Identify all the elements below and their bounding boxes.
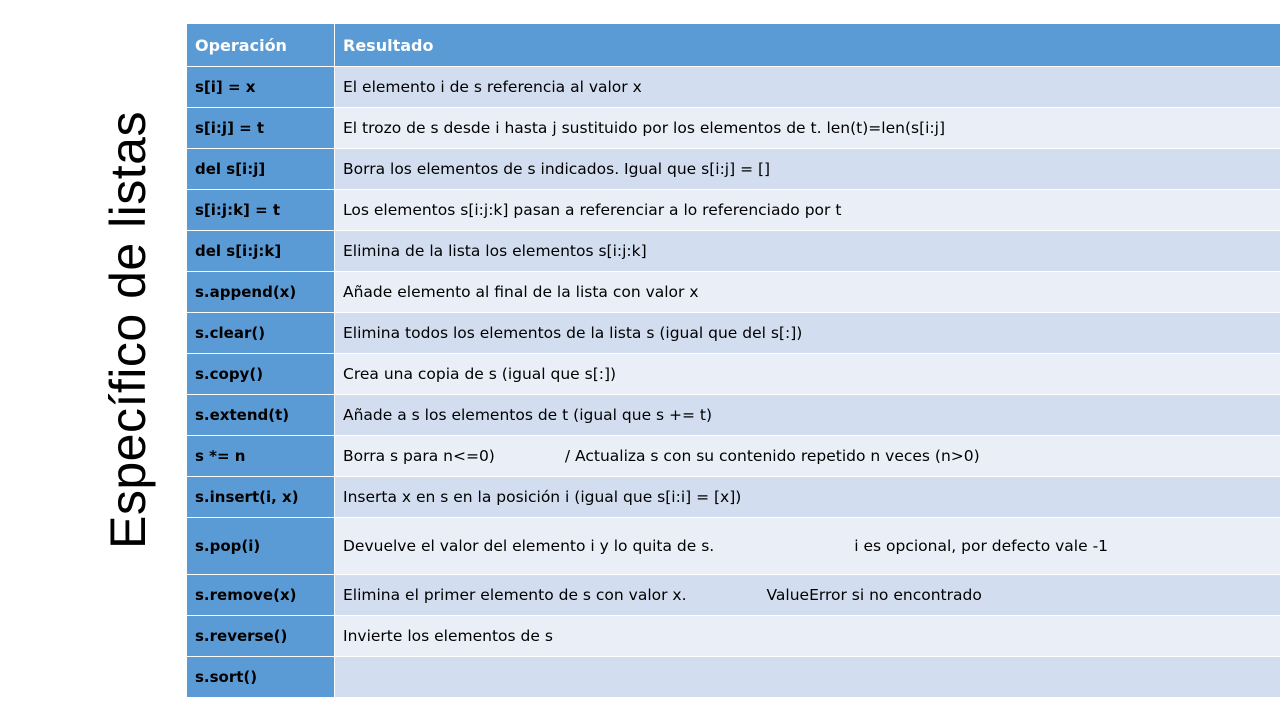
row-operation: s.copy(): [187, 354, 335, 395]
table-row: [187, 231, 1280, 272]
row-description: Invierte los elementos de s: [335, 616, 1280, 657]
header-operation: Operación: [187, 24, 335, 67]
row-operation: s[i] = x: [187, 67, 335, 108]
row-operation: s.clear(): [187, 313, 335, 354]
row-description: Inserta x en s en la posición i (igual que s[i:i] = [x]): [335, 477, 1280, 518]
table-row: [187, 395, 1280, 436]
row-operation: s.extend(t): [187, 395, 335, 436]
table-row: [187, 436, 1280, 477]
row-description: [335, 657, 1280, 698]
row-description: Añade a s los elementos de t (igual que s += t): [335, 395, 1280, 436]
row-operation: s.insert(i, x): [187, 477, 335, 518]
description-part-b: ValueError si no encontrado: [766, 586, 982, 604]
row-operation: del s[i:j]: [187, 149, 335, 190]
row-description: [335, 436, 1280, 477]
row-operation: s[i:j:k] = t: [187, 190, 335, 231]
row-description: Añade elemento al final de la lista con valor x: [335, 272, 1280, 313]
row-description: Elimina todos los elementos de la lista s (igual que del s[:]): [335, 313, 1280, 354]
table-row: [187, 477, 1280, 518]
table-row: [187, 67, 1280, 108]
row-description: [335, 575, 1280, 616]
table-row: [187, 354, 1280, 395]
table-row: [187, 657, 1280, 698]
row-operation: s *= n: [187, 436, 335, 477]
slide-title: Específico de listas: [100, 111, 156, 549]
row-operation: s.remove(x): [187, 575, 335, 616]
table-row: [187, 108, 1280, 149]
table-row: [187, 616, 1280, 657]
row-description: El trozo de s desde i hasta j sustituido por los elementos de t. len(t)=len(s[i:j]: [335, 108, 1280, 149]
header-result: Resultado: [335, 24, 1280, 67]
table-row: [187, 272, 1280, 313]
row-operation: s.pop(i): [187, 518, 335, 575]
row-description: Los elementos s[i:j:k] pasan a referenciar a lo referenciado por t: [335, 190, 1280, 231]
row-description: El elemento i de s referencia al valor x: [335, 67, 1280, 108]
table-header-row: [187, 24, 1280, 67]
table-row: [187, 575, 1280, 616]
row-operation: s.reverse(): [187, 616, 335, 657]
description-part-b: i es opcional, por defecto vale -1: [854, 537, 1109, 555]
description-part-a: Borra s para n<=0): [343, 447, 495, 465]
row-operation: s.sort(): [187, 657, 335, 698]
row-operation: s[i:j] = t: [187, 108, 335, 149]
table-row: [187, 190, 1280, 231]
row-operation: s.append(x): [187, 272, 335, 313]
description-part-b: / Actualiza s con su contenido repetido n veces (n>0): [564, 447, 980, 465]
row-description: Elimina de la lista los elementos s[i:j:k]: [335, 231, 1280, 272]
row-operation: del s[i:j:k]: [187, 231, 335, 272]
table-row: [187, 518, 1280, 575]
table-row: [187, 149, 1280, 190]
table-row: [187, 313, 1280, 354]
list-operations-table: [186, 23, 1280, 698]
row-description: [335, 518, 1280, 575]
row-description: Crea una copia de s (igual que s[:]): [335, 354, 1280, 395]
description-part-a: Devuelve el valor del elemento i y lo quita de s.: [343, 537, 715, 555]
description-part-a: Elimina el primer elemento de s con valor x.: [343, 586, 687, 604]
row-description: Borra los elementos de s indicados. Igual que s[i:j] = []: [335, 149, 1280, 190]
